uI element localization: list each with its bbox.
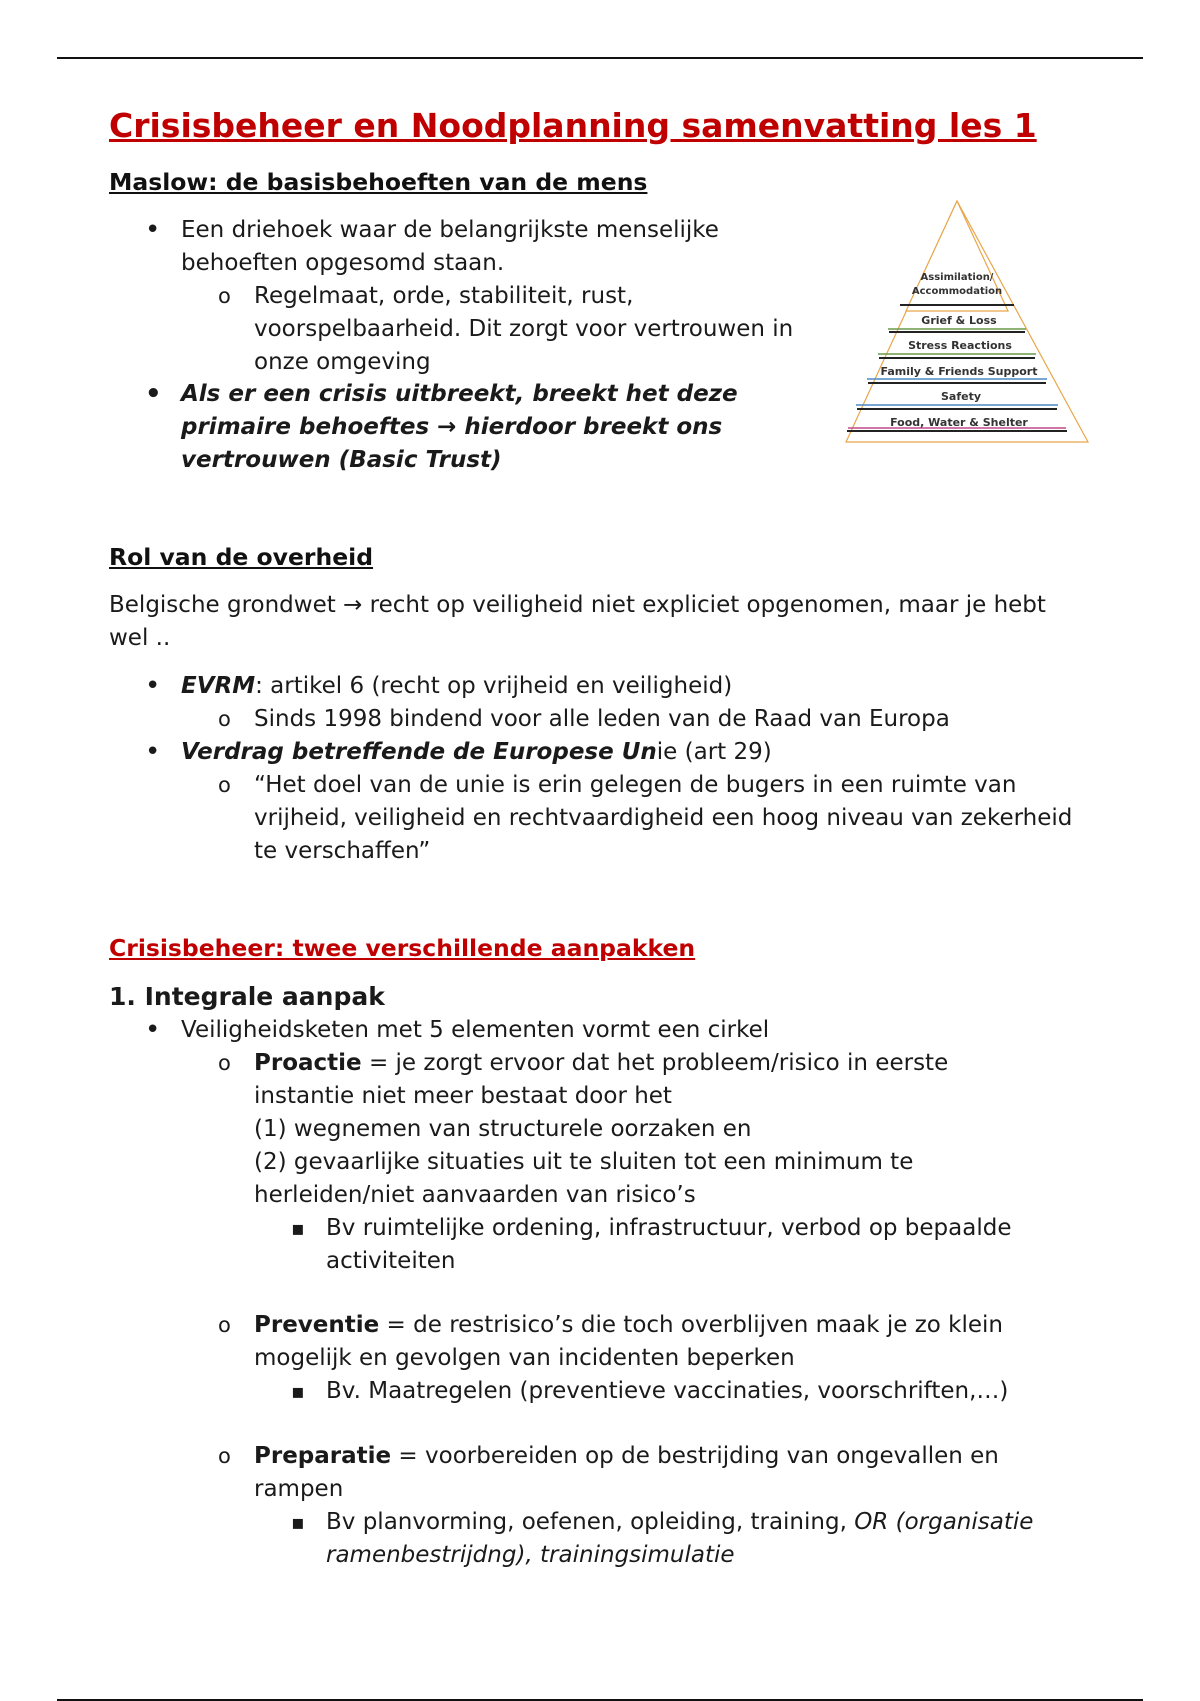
overheid-heading: Rol van de overheid xyxy=(109,543,374,571)
maslow-bullet-1-text: Een driehoek waar de belangrijkste menselijke behoeften opgesomd staan. xyxy=(181,217,719,276)
evrm-sub-text: Sinds 1998 bindend voor alle leden van de Raad van Europa xyxy=(254,706,950,732)
preventie-example xyxy=(326,1375,1106,1408)
verdrag-sub xyxy=(254,769,1074,868)
preparatie-example xyxy=(326,1506,1086,1572)
maslow-bullet-1 xyxy=(181,214,841,280)
evrm-label: EVRM xyxy=(181,673,256,699)
top-rule xyxy=(57,57,1143,59)
overheid-intro: Belgische grondwet → recht op veiligheid niet expliciet opgenomen, maar je hebt wel .. xyxy=(109,592,1046,651)
proactie-example xyxy=(326,1212,1086,1278)
crisis-heading: Crisisbeheer: twee verschillende aanpakken xyxy=(109,934,696,962)
pyramid-level-top-a: Assimilation/ xyxy=(920,272,994,283)
preventie-text: = de restrisico’s die toch overblijven maak je zo klein mogelijk en gevolgen van incidenten beperken xyxy=(254,1312,1003,1371)
pyramid-level-top-b: Accommodation xyxy=(911,286,1003,297)
preventie-label: Preventie xyxy=(254,1312,380,1338)
page-title: Crisisbeheer en Noodplanning samenvatting les 1 xyxy=(109,106,1037,145)
proactie-text: = je zorgt ervoor dat het probleem/risico in eerste instantie niet meer bestaat door het xyxy=(254,1050,949,1109)
maslow-bullet-2-text: Als er een crisis uitbreekt, breekt het deze primaire behoeftes → hierdoor breekt ons vertrouwen (Basic Trust) xyxy=(181,381,738,473)
preparatie-item xyxy=(254,1440,1074,1506)
proactie-label: Proactie xyxy=(254,1050,362,1076)
verdrag-sub-text: “Het doel van de unie is erin gelegen de bugers in een ruimte van vrijheid, veiligheid en rechtvaardigheid een hoog niveau van zekerheid te verschaffen” xyxy=(254,772,1073,864)
proactie-point-2: (2) gevaarlijke situaties uit te sluiten tot een minimum te herleiden/niet aanvaarden van risico’s xyxy=(254,1149,914,1208)
pyramid-level-2: Grief & Loss xyxy=(921,314,997,327)
preparatie-label: Preparatie xyxy=(254,1443,392,1469)
pyramid-level-6: Food, Water & Shelter xyxy=(890,416,1028,429)
verdrag-text: ie (art 29) xyxy=(656,739,772,765)
preparatie-example-italic: OR (organisatie ramenbestrijdng), trainingsimulatie xyxy=(326,1509,1034,1568)
verdrag-label: Verdrag betreffende de Europese Un xyxy=(181,739,657,765)
evrm-sub xyxy=(254,703,1084,736)
pyramid-level-4: Family & Friends Support xyxy=(880,365,1038,378)
evrm-bullet xyxy=(181,670,1081,703)
maslow-pyramid xyxy=(842,198,1092,448)
maslow-heading: Maslow: de basisbehoeften van de mens xyxy=(109,168,648,196)
proactie-example-text: Bv ruimtelijke ordening, infrastructuur, verbod op bepaalde activiteiten xyxy=(326,1215,1012,1274)
pyramid-level-5: Safety xyxy=(940,390,982,403)
proactie-point-1: (1) wegnemen van structurele oorzaken en xyxy=(254,1116,752,1142)
preparatie-text: = voorbereiden op de bestrijding van ongevallen en rampen xyxy=(254,1443,999,1502)
preventie-item xyxy=(254,1309,1074,1375)
integrale-aanpak-heading: 1. Integrale aanpak xyxy=(109,982,385,1011)
maslow-sub-1 xyxy=(254,280,834,379)
maslow-sub-1-text: Regelmaat, orde, stabiliteit, rust, voorspelbaarheid. Dit zorgt voor vertrouwen in onze omgeving xyxy=(254,283,794,375)
maslow-bullet-2 xyxy=(181,378,801,477)
verdrag-bullet xyxy=(181,736,1081,769)
preventie-example-text: Bv. Maatregelen (preventieve vaccinaties, voorschriften,…) xyxy=(326,1378,1009,1404)
proactie-item xyxy=(254,1047,1014,1113)
veiligheidsketen-text: Veiligheidsketen met 5 elementen vormt een cirkel xyxy=(181,1017,770,1043)
pyramid-level-3: Stress Reactions xyxy=(908,339,1012,352)
preparatie-example-text: Bv planvorming, oefenen, opleiding, training, xyxy=(326,1509,855,1535)
veiligheidsketen-bullet xyxy=(181,1014,1081,1047)
evrm-text: : artikel 6 (recht op vrijheid en veiligheid) xyxy=(255,673,733,699)
